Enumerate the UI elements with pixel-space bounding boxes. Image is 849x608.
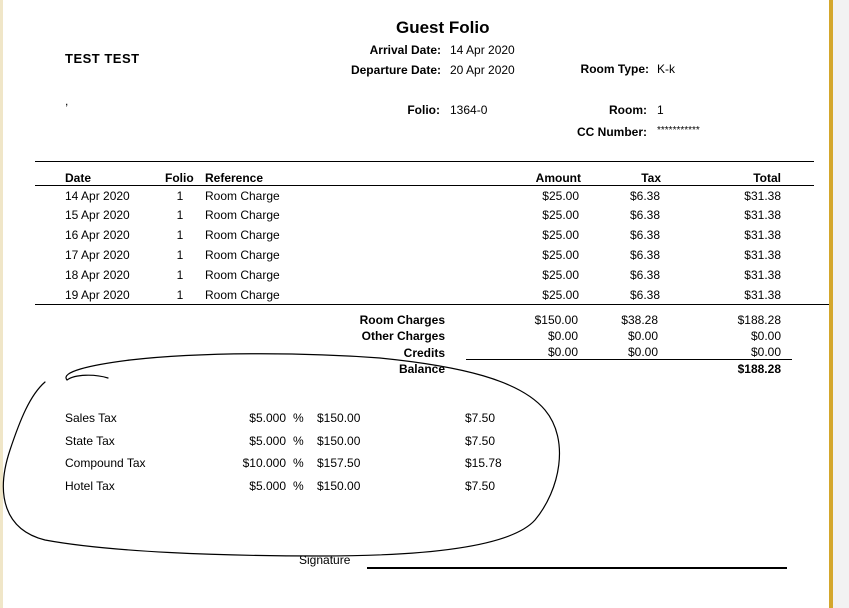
tax-amount: $7.50 xyxy=(465,434,496,448)
signature-line xyxy=(367,567,787,569)
row-date: 18 Apr 2020 xyxy=(65,268,130,282)
tax-row xyxy=(0,434,849,454)
room-label: Room: xyxy=(609,103,647,117)
column-header-tax: Tax xyxy=(641,171,661,185)
tax-name: Compound Tax xyxy=(65,456,146,470)
row-amount: $25.00 xyxy=(542,268,579,282)
tax-percent-sign: % xyxy=(293,411,304,425)
room-charges-tax: $38.28 xyxy=(621,313,658,327)
row-reference: Room Charge xyxy=(205,248,280,262)
room-charges-label: Room Charges xyxy=(359,313,445,327)
row-date: 17 Apr 2020 xyxy=(65,248,130,262)
other-charges-label: Other Charges xyxy=(361,329,445,343)
departure-date-value: 20 Apr 2020 xyxy=(450,63,515,77)
tax-amount: $15.78 xyxy=(465,456,502,470)
room-value: 1 xyxy=(657,103,664,117)
row-reference: Room Charge xyxy=(205,268,280,282)
balance-total: $188.28 xyxy=(737,362,781,376)
row-date: 15 Apr 2020 xyxy=(65,208,130,222)
row-date: 19 Apr 2020 xyxy=(65,288,130,302)
table-row xyxy=(0,228,849,248)
row-tax: $6.38 xyxy=(629,288,660,302)
tax-percent-sign: % xyxy=(293,479,304,493)
credits-tax: $0.00 xyxy=(627,345,658,359)
tax-percent-sign: % xyxy=(293,434,304,448)
row-amount: $25.00 xyxy=(542,208,579,222)
guest-name: TEST TEST xyxy=(65,51,140,66)
credits-amount: $0.00 xyxy=(547,345,578,359)
table-row xyxy=(0,248,849,268)
cc-number-value: *********** xyxy=(657,125,700,136)
credits-label: Credits xyxy=(403,346,445,360)
tax-name: Hotel Tax xyxy=(65,479,115,493)
row-total: $31.38 xyxy=(744,268,781,282)
column-header-total: Total xyxy=(753,171,781,185)
other-charges-amount: $0.00 xyxy=(547,329,578,343)
room-type-label: Room Type: xyxy=(580,62,649,76)
tax-base: $150.00 xyxy=(317,411,361,425)
row-total: $31.38 xyxy=(744,248,781,262)
cc-number-label: CC Number: xyxy=(576,125,647,139)
column-header-folio: Folio xyxy=(165,171,194,185)
row-date: 16 Apr 2020 xyxy=(65,228,130,242)
row-total: $31.38 xyxy=(744,189,781,203)
tax-name: Sales Tax xyxy=(65,411,117,425)
tax-percent-sign: % xyxy=(293,456,304,470)
other-charges-tax: $0.00 xyxy=(627,329,658,343)
row-tax: $6.38 xyxy=(629,248,660,262)
arrival-date-value: 14 Apr 2020 xyxy=(450,43,515,57)
room-charges-total: $188.28 xyxy=(737,313,781,327)
tax-amount: $7.50 xyxy=(465,479,496,493)
row-reference: Room Charge xyxy=(205,208,280,222)
summary-total-rule xyxy=(466,359,792,360)
tax-row xyxy=(0,456,849,476)
tax-rate: $5.000 xyxy=(249,434,286,448)
credits-total: $0.00 xyxy=(750,345,781,359)
departure-date-label: Departure Date: xyxy=(350,63,441,77)
tax-rate: $5.000 xyxy=(249,479,286,493)
row-amount: $25.00 xyxy=(542,248,579,262)
tax-base: $150.00 xyxy=(317,479,361,493)
row-folio: 1 xyxy=(176,268,184,282)
tax-name: State Tax xyxy=(65,434,115,448)
row-folio: 1 xyxy=(176,189,184,203)
tax-row xyxy=(0,411,849,431)
tax-rate: $5.000 xyxy=(249,411,286,425)
row-reference: Room Charge xyxy=(205,228,280,242)
other-charges-total: $0.00 xyxy=(750,329,781,343)
column-header-date: Date xyxy=(65,171,92,185)
arrival-date-label: Arrival Date: xyxy=(369,43,441,57)
row-amount: $25.00 xyxy=(542,288,579,302)
row-folio: 1 xyxy=(176,288,184,302)
header-top-rule xyxy=(35,161,814,162)
row-total: $31.38 xyxy=(744,288,781,302)
tax-base: $157.50 xyxy=(317,456,361,470)
address-line: , xyxy=(65,94,69,108)
folio-title: Guest Folio xyxy=(396,18,490,37)
balance-label: Balance xyxy=(398,362,445,376)
row-date: 14 Apr 2020 xyxy=(65,189,130,203)
header-bottom-rule xyxy=(35,185,814,186)
table-row xyxy=(0,208,849,228)
row-total: $31.38 xyxy=(744,228,781,242)
row-reference: Room Charge xyxy=(205,189,280,203)
rows-bottom-rule xyxy=(35,304,829,305)
room-charges-amount: $150.00 xyxy=(534,313,578,327)
row-tax: $6.38 xyxy=(629,189,660,203)
tax-base: $150.00 xyxy=(317,434,361,448)
row-reference: Room Charge xyxy=(205,288,280,302)
tax-row xyxy=(0,479,849,499)
row-folio: 1 xyxy=(176,228,184,242)
table-row xyxy=(0,268,849,288)
column-header-amount: Amount xyxy=(535,171,581,185)
tax-rate: $10.000 xyxy=(242,456,286,470)
row-tax: $6.38 xyxy=(629,268,660,282)
row-tax: $6.38 xyxy=(629,228,660,242)
table-row xyxy=(0,288,849,308)
column-header-reference: Reference xyxy=(205,171,264,185)
row-folio: 1 xyxy=(176,208,184,222)
room-type-value: K-k xyxy=(657,62,675,76)
signature-label: Signature xyxy=(299,553,351,567)
row-folio: 1 xyxy=(176,248,184,262)
row-amount: $25.00 xyxy=(542,189,579,203)
tax-amount: $7.50 xyxy=(465,411,496,425)
folio-label: Folio: xyxy=(407,103,440,117)
row-amount: $25.00 xyxy=(542,228,579,242)
row-tax: $6.38 xyxy=(629,208,660,222)
row-total: $31.38 xyxy=(744,208,781,222)
folio-value: 1364-0 xyxy=(450,103,488,117)
table-row xyxy=(0,189,849,209)
